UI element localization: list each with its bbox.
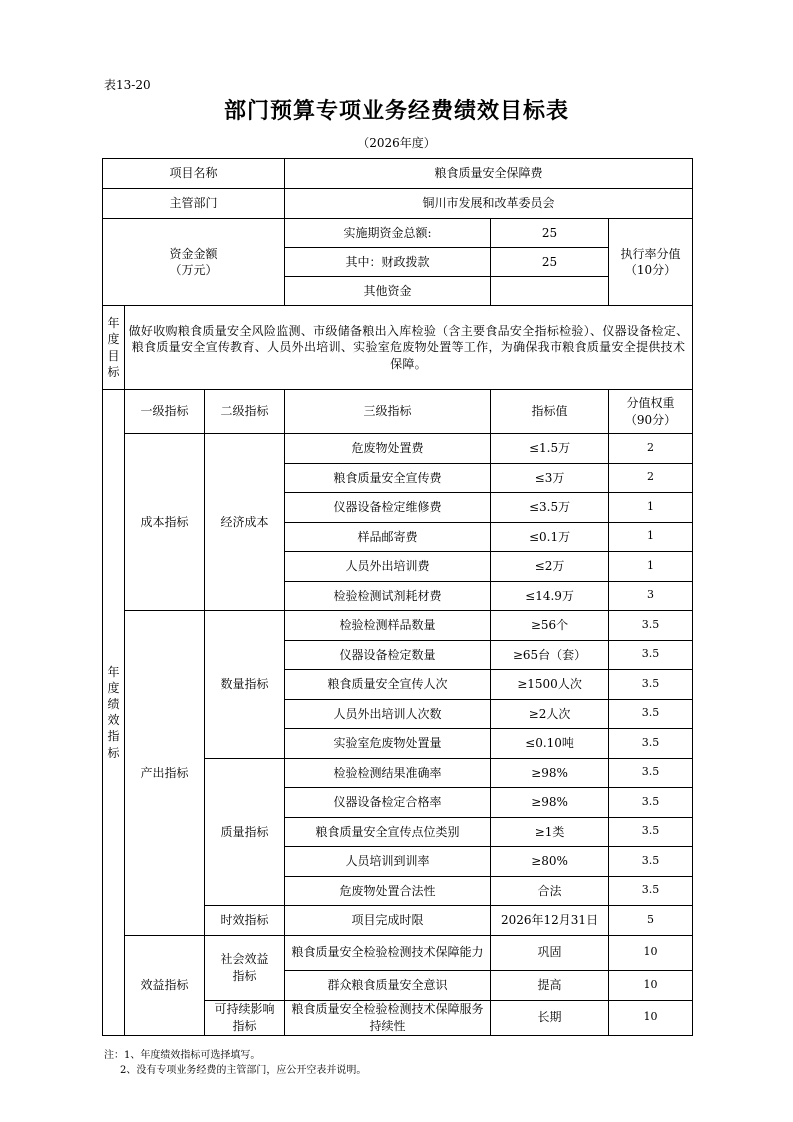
indicator-weight: 1: [609, 493, 693, 523]
funds-label-line2: （万元）: [169, 263, 218, 277]
indicator-value: ≤14.9万: [491, 581, 609, 611]
indicator-name: 仪器设备检定合格率: [285, 788, 491, 818]
indicator-weight: 1: [609, 552, 693, 582]
fiscal-year: （2026年度）: [357, 136, 436, 150]
indicator-value: ≥56个: [491, 611, 609, 641]
sustainability-group: [205, 1000, 285, 1035]
execution-rate-line1: 执行率分值: [620, 246, 681, 261]
level1-header: 一级指标: [125, 390, 205, 434]
fiscal-funds-value: 25: [491, 248, 609, 277]
annual-goal-text: 做好收购粮食质量安全风险监测、市级储备粮出入库检验（含主要食品安全指标检验）、仪器设备检定、粮食质量安全宣传教育、人员外出培训、实验室危废物处置等工作，为确保我市粮食质量安全提供技术保障。: [125, 306, 693, 390]
indicator-weight: 10: [609, 970, 693, 1000]
indicator-name: 人员外出培训费: [285, 552, 491, 582]
performance-goal-table: [102, 158, 693, 1036]
indicator-name: 群众粮食质量安全意识: [285, 970, 491, 1000]
indicator-name: 粮食质量安全宣传费: [285, 463, 491, 493]
indicator-name: 检验检测试剂耗材费: [285, 581, 491, 611]
annual-goal-row: [103, 306, 693, 390]
indicator-value: ≥2人次: [491, 699, 609, 729]
weight-header-line1: 分值权重: [626, 396, 675, 411]
table-row: [103, 611, 693, 641]
department-value: 铜川市发展和改革委员会: [285, 189, 693, 219]
indicator-name: 粮食质量安全宣传点位类别: [285, 817, 491, 847]
indicator-value: ≤3万: [491, 463, 609, 493]
indicator-name: 危废物处置合法性: [285, 876, 491, 906]
value-header: 指标值: [491, 390, 609, 434]
other-funds-value: [491, 277, 609, 306]
indicator-value: 合法: [491, 876, 609, 906]
output-indicator-group: 产出指标: [125, 611, 205, 936]
project-name-value: 粮食质量安全保障费: [285, 159, 693, 189]
execution-rate-label: [609, 219, 693, 306]
indicator-value: ≥80%: [491, 847, 609, 877]
indicator-weight: 3.5: [609, 670, 693, 700]
social-benefit-group: [205, 935, 285, 1000]
funds-label: [103, 219, 285, 306]
quality-indicator-group: 质量指标: [205, 758, 285, 906]
indicator-weight: 1: [609, 522, 693, 552]
indicator-value: ≤1.5万: [491, 434, 609, 464]
indicator-weight: 3.5: [609, 640, 693, 670]
performance-indicator-label: 年 度 绩 效 指 标: [103, 390, 125, 1036]
indicator-value: 长期: [491, 1000, 609, 1035]
indicator-weight: 3.5: [609, 788, 693, 818]
indicator-name: 项目完成时限: [285, 906, 491, 936]
indicator-weight: 3.5: [609, 817, 693, 847]
indicator-weight: 5: [609, 906, 693, 936]
indicator-value: 2026年12月31日: [491, 906, 609, 936]
indicator-weight: 3.5: [609, 611, 693, 641]
indicator-name: 粮食质量安全检验检测技术保障服务持续性: [285, 1000, 491, 1035]
economic-cost-group: 经济成本: [205, 434, 285, 611]
indicator-value: ≤2万: [491, 552, 609, 582]
indicator-weight: 3.5: [609, 729, 693, 759]
page-title: 部门预算专项业务经费绩效目标表: [223, 99, 569, 124]
footnote-1: 注：1、年度绩效指标可选择填写。: [104, 1050, 261, 1061]
department-row: [103, 189, 693, 219]
indicator-value: ≤3.5万: [491, 493, 609, 523]
funds-total-row: [103, 219, 693, 248]
weight-header-line2: （90分）: [624, 412, 677, 427]
indicator-weight: 2: [609, 463, 693, 493]
social-benefit-line1: 社会效益: [220, 952, 269, 967]
level2-header: 二级指标: [205, 390, 285, 434]
indicator-weight: 3: [609, 581, 693, 611]
indicator-name: 检验检测结果准确率: [285, 758, 491, 788]
indicator-value: ≥1类: [491, 817, 609, 847]
total-funds-label: 实施期资金总额:: [285, 219, 491, 248]
table-row: [103, 434, 693, 464]
project-name-label: 项目名称: [103, 159, 285, 189]
indicator-weight: 3.5: [609, 758, 693, 788]
indicator-name: 仪器设备检定数量: [285, 640, 491, 670]
weight-header: [609, 390, 693, 434]
sustainability-line1: 可持续影响: [214, 1002, 275, 1017]
level3-header: 三级指标: [285, 390, 491, 434]
department-label: 主管部门: [103, 189, 285, 219]
indicator-name: 人员外出培训人次数: [285, 699, 491, 729]
indicator-name: 样品邮寄费: [285, 522, 491, 552]
sustainability-line2: 指标: [232, 1018, 257, 1033]
fiscal-funds-label: 其中：财政拨款: [285, 248, 491, 277]
indicator-weight: 3.5: [609, 699, 693, 729]
cost-indicator-group: 成本指标: [125, 434, 205, 611]
quantity-indicator-group: 数量指标: [205, 611, 285, 759]
indicator-value: ≥65台（套）: [491, 640, 609, 670]
project-name-row: [103, 159, 693, 189]
indicator-name: 实验室危废物处置量: [285, 729, 491, 759]
indicator-header-row: [103, 390, 693, 434]
indicator-name: 人员培训到训率: [285, 847, 491, 877]
indicator-weight: 3.5: [609, 876, 693, 906]
indicator-value: 提高: [491, 970, 609, 1000]
execution-rate-line2: （10分）: [624, 263, 677, 277]
indicator-value: ≥98%: [491, 788, 609, 818]
indicator-weight: 10: [609, 1000, 693, 1035]
benefit-indicator-group: 效益指标: [125, 935, 205, 1035]
social-benefit-line2: 指标: [232, 968, 257, 983]
indicator-weight: 10: [609, 935, 693, 970]
annual-goal-label: 年 度 目 标: [103, 306, 125, 390]
indicator-value: ≥98%: [491, 758, 609, 788]
indicator-value: ≥1500人次: [491, 670, 609, 700]
indicator-name: 检验检测样品数量: [285, 611, 491, 641]
indicator-name: 仪器设备检定维修费: [285, 493, 491, 523]
timeliness-indicator-group: 时效指标: [205, 906, 285, 936]
indicator-name: 粮食质量安全检验检测技术保障能力: [285, 935, 491, 970]
indicator-value: ≤0.10吨: [491, 729, 609, 759]
total-funds-value: 25: [491, 219, 609, 248]
footnotes: [104, 1049, 366, 1078]
indicator-name: 粮食质量安全宣传人次: [285, 670, 491, 700]
indicator-name: 危废物处置费: [285, 434, 491, 464]
table-row: [103, 935, 693, 970]
indicator-weight: 2: [609, 434, 693, 464]
funds-label-line1: 资金金额: [169, 246, 218, 261]
table-number: 表13-20: [104, 78, 151, 92]
indicator-weight: 3.5: [609, 847, 693, 877]
indicator-value: ≤0.1万: [491, 522, 609, 552]
footnote-2: 2、没有专项业务经费的主管部门，应公开空表并说明。: [120, 1064, 367, 1076]
indicator-value: 巩固: [491, 935, 609, 970]
other-funds-label: 其他资金: [285, 277, 491, 306]
